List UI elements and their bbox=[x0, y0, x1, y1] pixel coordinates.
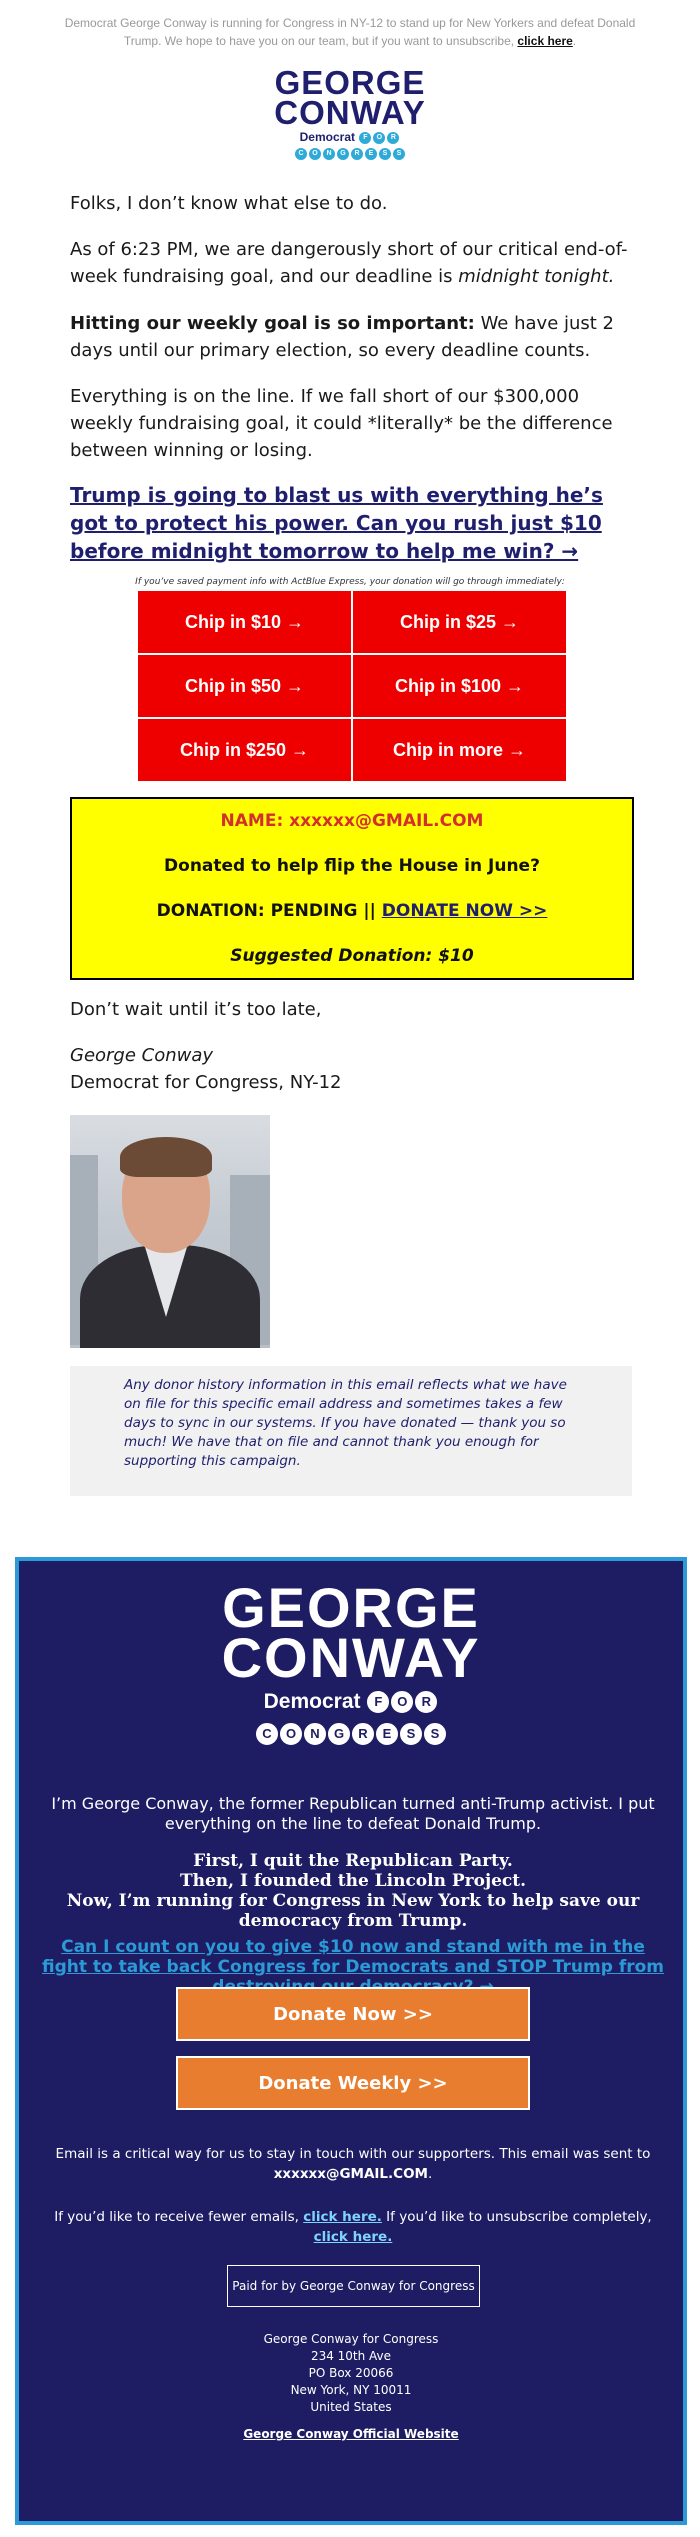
footer-logo-congress bbox=[19, 1721, 683, 1747]
footer-logo-letter-circle: S bbox=[424, 1723, 446, 1745]
chip-in-50-button[interactable]: Chip in $50 → bbox=[137, 654, 352, 718]
footer-ask-link[interactable]: Can I count on you to give $10 now and stand with me in the fight to take back Congress for Democrats and STOP Trump from bbox=[41, 1937, 664, 1977]
logo-letter-circle: F bbox=[359, 132, 371, 144]
address-line: New York, NY 10011 bbox=[290, 2383, 412, 2397]
footer-logo-letter-circle: E bbox=[376, 1723, 398, 1745]
portrait-hair bbox=[120, 1137, 212, 1177]
footer-logo-first-name: GEORGE bbox=[222, 1576, 480, 1639]
footer-logo-letter-circle: O bbox=[391, 1691, 413, 1713]
donate-now-button[interactable]: Donate Now >> bbox=[176, 1987, 530, 2041]
signer-title: Democrat for Congress, NY-12 bbox=[70, 1072, 342, 1093]
footer-logo-democrat-for bbox=[19, 1689, 683, 1715]
address-line: PO Box 20066 bbox=[308, 2366, 394, 2380]
footer-intro: I’m George Conway, the former Republican turned anti-Trump activist. I put everything on the line to defeat Donald Trump. bbox=[51, 1794, 655, 1833]
logo-letter-circle: O bbox=[373, 132, 385, 144]
donor-name-line: NAME: xxxxxx@GMAIL.COM bbox=[220, 811, 484, 831]
donation-status-text: DONATION: PENDING || bbox=[156, 901, 382, 921]
candidate-portrait bbox=[70, 1115, 270, 1348]
footer-logo-democrat-word: Democrat bbox=[263, 1690, 361, 1713]
logo-democrat-word: Democrat bbox=[299, 130, 355, 144]
logo-last-name: CONWAY bbox=[274, 94, 426, 131]
chip-in-10-button[interactable]: Chip in $10 → bbox=[137, 590, 352, 654]
story-line-2: Then, I founded the Lincoln Project. bbox=[179, 1871, 527, 1891]
weekly-goal-bold: Hitting our weekly goal is so important: bbox=[70, 313, 475, 334]
paragraph-stakes: Everything is on the line. If we fall short of our $300,000 weekly fundraising goal, it could *literally* be the difference between winning or losing. bbox=[70, 386, 613, 461]
address-line: United States bbox=[310, 2400, 392, 2414]
closing-line: Don’t wait until it’s too late, bbox=[70, 999, 322, 1020]
donor-history-note: Any donor history information in this email reflects what we have on file for this specific email address and sometimes takes a few days to sync in our systems. If you have donated — thank you so much! We have that on file and cannot thank you enough for supporting this campaign. bbox=[70, 1366, 632, 1496]
recipient-email: xxxxxx@GMAIL.COM bbox=[273, 2166, 428, 2182]
donation-status-line bbox=[72, 901, 632, 921]
logo-letter-circle: R bbox=[351, 148, 363, 160]
footer-logo-last-name: CONWAY bbox=[221, 1626, 481, 1689]
logo-letter-circle: S bbox=[393, 148, 405, 160]
suggested-donation: Suggested Donation: $10 bbox=[230, 946, 474, 966]
footer-logo-letter-circle: F bbox=[367, 1691, 389, 1713]
footer-logo-letter-circle: C bbox=[256, 1723, 278, 1745]
logo-letter-circle: O bbox=[309, 148, 321, 160]
address-line: George Conway for Congress bbox=[263, 2332, 439, 2346]
logo-first-name: GEORGE bbox=[274, 64, 426, 101]
paid-for-disclaimer: Paid for by George Conway for Congress bbox=[227, 2265, 480, 2307]
donate-now-link[interactable]: DONATE NOW >> bbox=[381, 901, 548, 921]
chip-in-25-button[interactable]: Chip in $25 → bbox=[352, 590, 567, 654]
email-preferences: If you’d like to receive fewer emails, click here. If you’d like to unsubscribe completely, click here. bbox=[54, 2209, 652, 2245]
mailing-address bbox=[19, 2331, 683, 2416]
preheader-period: . bbox=[572, 34, 577, 48]
donate-weekly-button[interactable]: Donate Weekly >> bbox=[176, 2056, 530, 2110]
signature-block bbox=[70, 1042, 630, 1096]
fewer-emails-link[interactable]: click here. bbox=[303, 2209, 382, 2225]
chip-in-more-button[interactable]: Chip in more → bbox=[352, 718, 567, 782]
story-line-3: Now, I’m running for Congress in New York to help save our democracy from Trump. bbox=[66, 1891, 640, 1931]
chip-in-250-button[interactable]: Chip in $250 → bbox=[137, 718, 352, 782]
signer-name: George Conway bbox=[70, 1045, 214, 1066]
logo-letter-circle: C bbox=[295, 148, 307, 160]
logo-democrat-for bbox=[0, 130, 700, 144]
email-note: Email is a critical way for us to stay in touch with our supporters. This email was sent to xxxxxx@GMAIL.COM. bbox=[55, 2146, 651, 2182]
paragraph-intro: Folks, I don’t know what else to do. bbox=[70, 193, 388, 214]
official-website-link[interactable]: George Conway Official Website bbox=[243, 2427, 459, 2441]
paragraph-weekly-goal: Hitting our weekly goal is so important: We have just 2 days until our primary election, so every deadline counts. bbox=[70, 313, 615, 361]
ask-link[interactable]: Trump is going to blast us with everything he’s got to protect his power. Can you rush just $10 before midnight tomorrow to help me win? → bbox=[70, 483, 603, 563]
logo-letter-circle: S bbox=[379, 148, 391, 160]
unsubscribe-completely-link[interactable]: click here. bbox=[313, 2229, 393, 2245]
paragraph-ask bbox=[70, 481, 630, 565]
preheader-text: Democrat George Conway is running for Congress in NY-12 to stand up for New Yorkers and defeat Donald Trump. We hope to have you on our team, but if you want to unsubscribe, bbox=[64, 16, 636, 48]
footer-logo-letter-circle: O bbox=[280, 1723, 302, 1745]
story-line-1: First, I quit the Republican Party. bbox=[193, 1851, 513, 1871]
footer-logo bbox=[19, 1576, 683, 1747]
donation-question: Donated to help flip the House in June? bbox=[164, 856, 540, 876]
unsubscribe-link[interactable]: click here bbox=[517, 34, 573, 48]
footer-logo-letter-circle: G bbox=[328, 1723, 350, 1745]
donation-status-box bbox=[70, 797, 634, 980]
logo-congress bbox=[0, 146, 700, 160]
deadline-emphasis: midnight tonight. bbox=[458, 266, 615, 287]
address-line: 234 10th Ave bbox=[310, 2349, 392, 2363]
footer-story bbox=[39, 1851, 667, 1931]
logo-letter-circle: G bbox=[337, 148, 349, 160]
logo-letter-circle: N bbox=[323, 148, 335, 160]
footer-logo-letter-circle: R bbox=[352, 1723, 374, 1745]
actblue-express-note: If you’ve saved payment info with ActBlue Express, your donation will go through immediately: bbox=[135, 577, 565, 587]
footer bbox=[15, 1557, 687, 2525]
campaign-logo bbox=[0, 64, 700, 160]
footer-logo-letter-circle: N bbox=[304, 1723, 326, 1745]
chip-in-100-button[interactable]: Chip in $100 → bbox=[352, 654, 567, 718]
preheader bbox=[60, 14, 640, 50]
chip-in-grid bbox=[137, 590, 567, 782]
paragraph-deadline: As of 6:23 PM, we are dangerously short of our critical end-of-week fundraising goal, and our deadline is midnight tonight. bbox=[70, 239, 628, 287]
footer-logo-letter-circle: R bbox=[415, 1691, 437, 1713]
logo-letter-circle: R bbox=[387, 132, 399, 144]
footer-logo-letter-circle: S bbox=[400, 1723, 422, 1745]
website-link-wrap bbox=[19, 2427, 683, 2441]
logo-letter-circle: E bbox=[365, 148, 377, 160]
